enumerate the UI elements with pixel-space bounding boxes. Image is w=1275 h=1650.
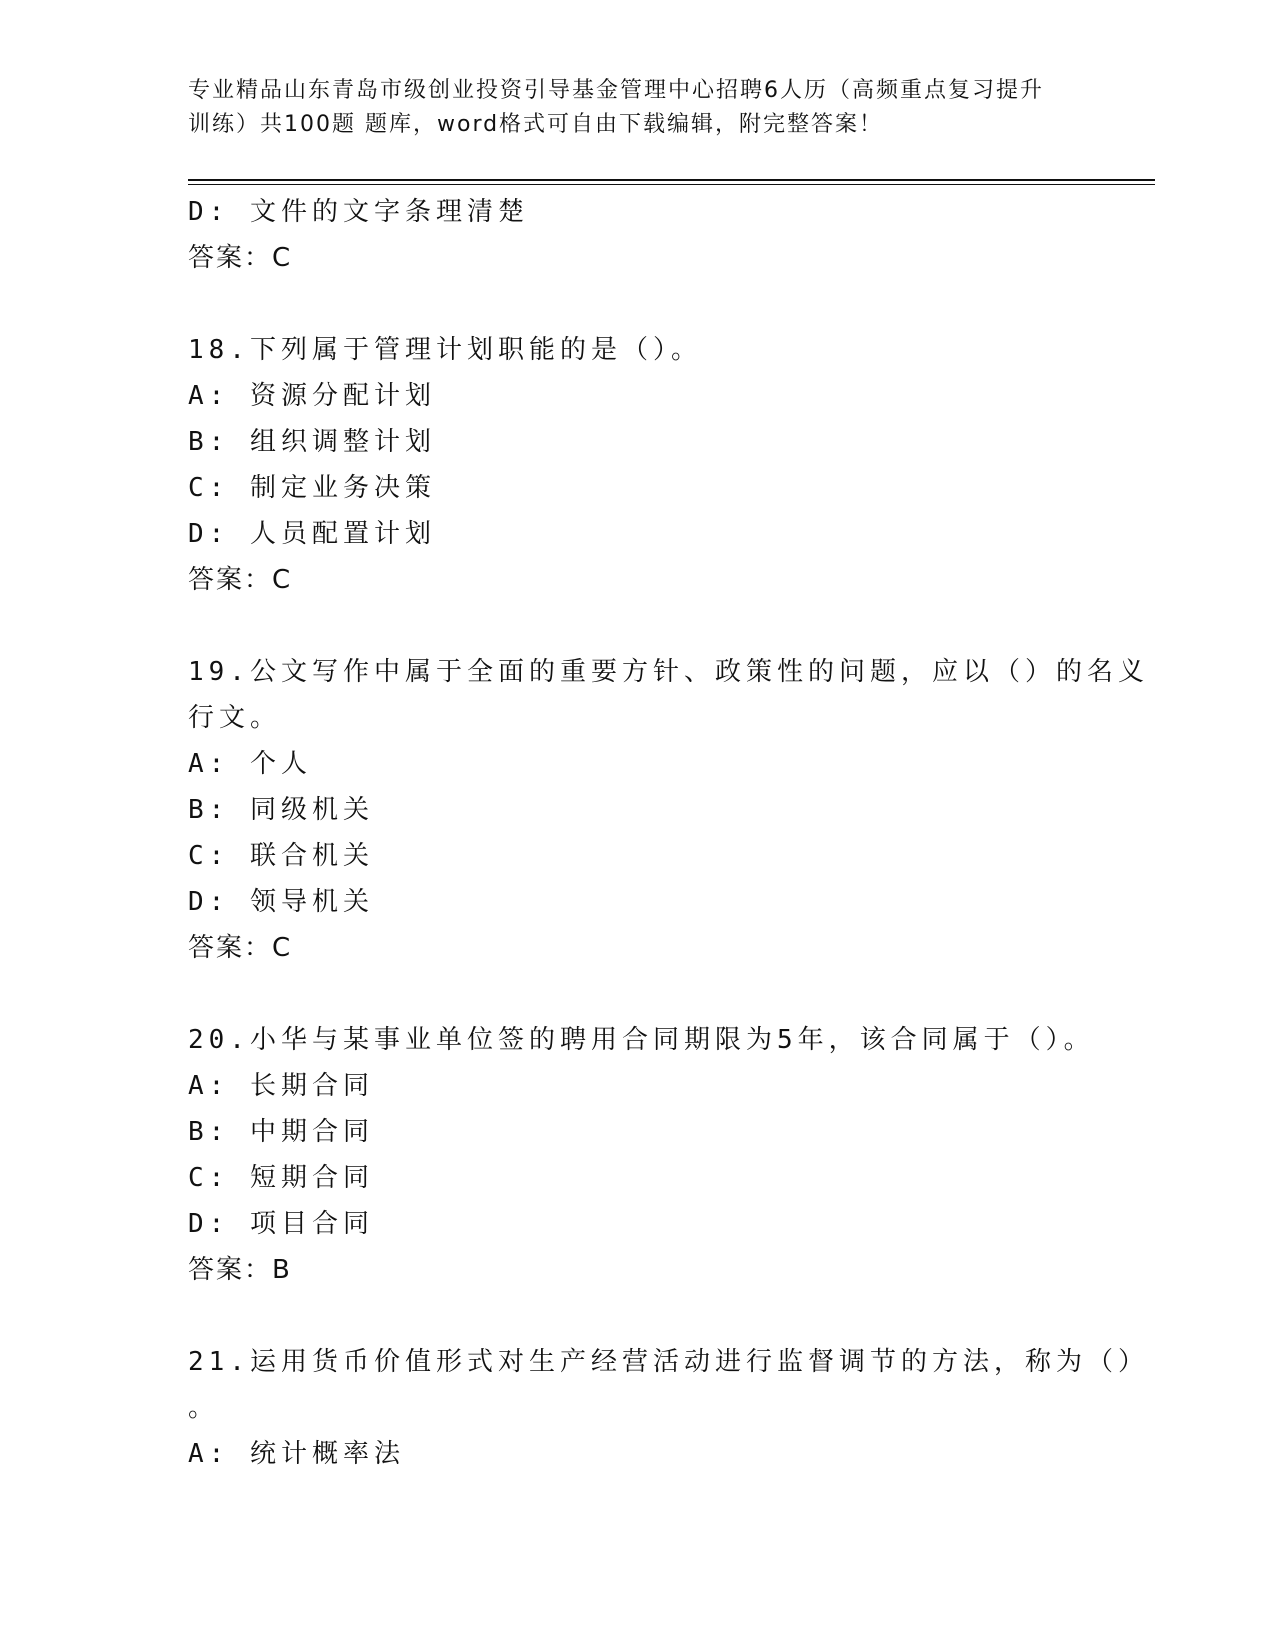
spacer (188, 603, 1088, 649)
answer-line: 答案：B (188, 1255, 292, 1285)
option-d: D: 文件的文字条理清楚 (188, 197, 529, 227)
spacer (188, 971, 1088, 1017)
option-c: C: 制定业务决策 (188, 473, 436, 503)
option-b: B: 中期合同 (188, 1117, 374, 1147)
header-title-line-1: 专业精品山东青岛市级创业投资引导基金管理中心招聘6人历（高频重点复习提升 (188, 78, 1044, 103)
header-title-line-2: 训练）共100题 题库，word格式可自由下载编辑，附完整答案！ (188, 112, 884, 137)
question-stem-line-2: 行文。 (188, 703, 282, 733)
option-b: B: 组织调整计划 (188, 427, 436, 457)
question-stem-line-1: 21.运用货币价值形式对生产经营活动进行监督调节的方法，称为（） (188, 1347, 1149, 1377)
question-20 (188, 1017, 1095, 1293)
option-c: C: 短期合同 (188, 1163, 374, 1193)
question-stem-line-1: 19.公文写作中属于全面的重要方针、政策性的问题，应以（）的名义 (188, 657, 1149, 687)
question-stem: 20.小华与某事业单位签的聘用合同期限为5年，该合同属于（）。 (188, 1025, 1095, 1055)
spacer (188, 281, 1088, 327)
question-21 (188, 1339, 1149, 1477)
option-a: A: 统计概率法 (188, 1439, 405, 1469)
option-a: A: 个人 (188, 749, 312, 779)
page-header (188, 74, 1088, 142)
option-b: B: 同级机关 (188, 795, 374, 825)
question-18 (188, 327, 1088, 603)
option-d: D: 人员配置计划 (188, 519, 436, 549)
document-body (188, 189, 1149, 1477)
answer-line: 答案：C (188, 565, 293, 595)
option-d: D: 项目合同 (188, 1209, 374, 1239)
option-a: A: 长期合同 (188, 1071, 374, 1101)
question-stem: 18.下列属于管理计划职能的是（）。 (188, 335, 702, 365)
option-a: A: 资源分配计划 (188, 381, 436, 411)
option-c: C: 联合机关 (188, 841, 374, 871)
question-stem-line-2: 。 (188, 1393, 220, 1423)
question-19 (188, 649, 1149, 971)
spacer (188, 1293, 1088, 1339)
answer-line: 答案：C (188, 243, 293, 273)
header-divider-thin (188, 184, 1155, 185)
option-d: D: 领导机关 (188, 887, 374, 917)
header-divider-thick (188, 179, 1155, 181)
answer-line: 答案：C (188, 933, 293, 963)
question-17-tail (188, 189, 1088, 281)
